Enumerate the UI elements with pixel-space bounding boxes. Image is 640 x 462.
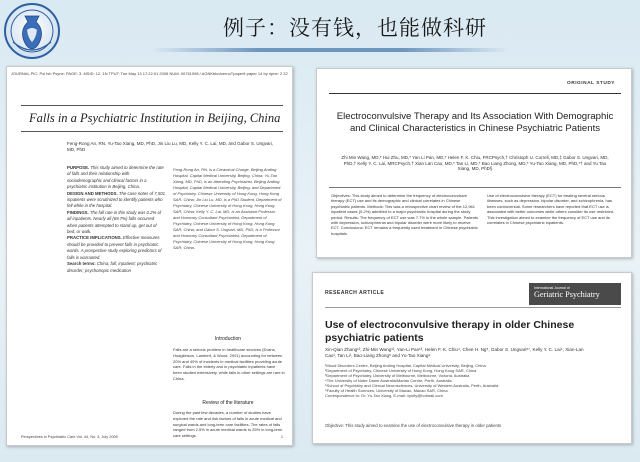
abstract-rule bbox=[329, 187, 621, 188]
slide-title: 例子：没有钱，也能做科研 bbox=[223, 16, 487, 40]
journal-name: Geriatric Psychiatry bbox=[534, 290, 600, 299]
abstract-paragraph: PRACTICE IMPLICATIONS. Effective measures should be provided to prevent falls in psychiatric wards. A prospective study exploring predictors of falls is warranted. bbox=[67, 235, 162, 260]
abstract-paragraph: FINDINGS. The fall rate in this study was 0.2% of all inpatients. Nearly all (69.7%) falls occurred when patients attempted to stand up, get out of bed, or walk. bbox=[67, 209, 162, 235]
hospital-logo-icon bbox=[3, 2, 61, 62]
title-bottom-rule bbox=[21, 131, 283, 132]
section-heading: Introduction bbox=[214, 336, 242, 342]
paper-header-text: JOURNAL PIC: Psi Ish Psyne: PAGE: 3. MSID: 12. 1N TPUT: Tue May 13 17:22:01 2008 NUM: 00761098 / AGNKbboIvernoTpaperlt paper 14 by ripne: 2 22 bbox=[11, 71, 288, 76]
author-affiliations bbox=[325, 363, 615, 398]
paper-authors: Zhi Min Wang, MD,* Hui Zhu, MD,* Yan Li Pan, MD,* Helen F. K. Chiu, FRCPsych,† Christoph U. Correll, MD,‡ Gabor S. Ungvari, MD, PhD,† Kelly Y. C. Lai, MRCPsych,† Xian Lan Cao, MD,* Tan Li, MD,* Bao Liang Zhong, MD,* Yu-Tao Xiang, MD, PhD,*† and Yu Tao Xiang, MD, PhD§ bbox=[341, 155, 609, 172]
journal-citation: Perspectives in Psychiatric Care Vol. 44, No. 3, July 2008 bbox=[21, 435, 118, 439]
paper-footer bbox=[21, 435, 283, 439]
paper-authors: Xin-Qian Zhang¹², Zhi-Min Wang¹², Yan-Li Pan¹³, Helen F. K. Chiu⁴, Chee H. Ng⁵, Gabor S. Ungvari⁶⁷, Kelly Y. C. Lai⁴, Xian-Lan Cao¹, Tan Li¹, Bao-Liang Zhong⁸ and Yu-Tao Xiang⁹ bbox=[325, 347, 584, 358]
header-rule bbox=[325, 307, 621, 308]
paper-title: Falls in a Psychiatric Institution in Beijing, China bbox=[29, 111, 281, 125]
journal-subtitle: International Journal of bbox=[534, 286, 570, 290]
page-number: 1 bbox=[280, 435, 283, 439]
paper-abstract bbox=[67, 165, 165, 274]
journal-banner bbox=[529, 283, 621, 305]
paper-ect-older-chinese bbox=[312, 272, 632, 444]
paper-introduction: Use of electroconvulsive therapy (ECT) for treating several serious illnesses, such as depression, bipolar disorder, and schizophrenia, has been controversial. Some researchers have reported that ECT use is associated with better outcomes while others consider its use restricted. This investigation aimed to examine the frequency of ECT use and its correlates in Chinese psychiatric inpatients. bbox=[487, 193, 615, 226]
article-type-label: ORIGINAL STUDY bbox=[567, 81, 615, 86]
affiliation-line: ¹Mood Disorders Centre, Beijing Anding Hospital, Capital Medical University, Beijing, China bbox=[325, 363, 486, 368]
paper-authors: Feng-Rong An, RN, Yu-Tao Xiang, MD, PhD, Jin Liu Lu, MD, Kelly Y. C. Lai, MD, and Gabor S. Ungvari, MD, PhD bbox=[67, 141, 274, 152]
abstract-paragraph: DESIGN AND METHODS. The case notes of 7,501 inpatients were scrutinized to identify patients who fell while in the hospital. bbox=[67, 190, 166, 209]
abstract-start: Objective: This study aimed to examine the use of electroconvulsive therapy in older patients bbox=[325, 423, 502, 428]
affiliation-line: ⁵School of Psychiatry and Clinical Neurosciences, University of Western Australia, Perth, Australia bbox=[325, 383, 499, 388]
paper-title: Electroconvulsive Therapy and Its Association With Demographic and Clinical Characteristics in Chinese Psychiatric Patients bbox=[336, 111, 614, 134]
author-affiliations: Feng-Rong An, RN, is a Ceramical Charge, Beijing Anding Hospital, Capital Medical University, Beijing, China; Yu-Tao Xiang, MD, PhD, is an Attending Psychiatrist, Beijing Anding Hospital, Capital Medical University, Beijing, and Department of Psychiatry, Chinese University of Hong Kong, Hong Kong SAR, China; Jin Liu Lu, MD, is a PhD Student, Department of Psychiatry, Chinese University of Hong Kong, Hong Kong SAR, China; Kelly Y. C. Lai, MD, is an Assistant Professor and Honorary Consultant Psychiatrist, Department of Psychiatry, Chinese University of Hong Kong, Hong Kong SAR, China; and Gabor S. Ungvari, MD, PhD, is a Professor and Honorary Consultant Psychiatrist, Department of Psychiatry, Chinese University of Hong Kong, Hong Kong SAR, China. bbox=[173, 167, 282, 250]
abstract-paragraph: PURPOSE. This study aimed to determine the rate of falls and their relationship with sociodemographic and clinical factors in a psychiatric institution in Beijing, China. bbox=[67, 165, 164, 190]
affiliation-line: ²Department of Psychiatry, Chinese University of Hong Kong, Hong Kong SAR, China bbox=[325, 368, 477, 373]
affiliation-line: ³Department of Psychiatry, University of Melbourne, Melbourne, Victoria, Australia bbox=[325, 373, 470, 378]
paper-abstract: Objectives: This study aimed to determine the frequency of electroconvulsive therapy (ECT) use and its demographic and clinical correlates in Chinese psychiatric patients. Methods: This was a retrospective chart review of the 12,961 inpatient cases (5.2%) admitted to a major psychiatric hospital during the study period. Results: The frequency of ECT use was 7.7% in the whole sample. Patients with depression, schizophrenia and bipolar disorder were more likely to receive ECT. Conclusions: ECT remains a frequently used treatment in Chinese psychiatric hospitals. bbox=[331, 193, 479, 236]
section-body: During the past few decades, a number of studies have explored the rate and risk factors of falls in acute medical and surgical wards and long-term care facilities. The rates of falls ranged from 2.5% in acute medical wards to 25% in long-term care settings. bbox=[173, 410, 283, 439]
paper-title: Use of electroconvulsive therapy in older Chinese psychiatric patients bbox=[325, 319, 575, 344]
abstract-paragraph: Search terms: China; fall; inpatient; psychiatric disorder; psychotropic medication bbox=[67, 261, 158, 273]
paper-ect-demographic bbox=[316, 68, 632, 258]
section-heading: Review of the literature bbox=[202, 400, 254, 406]
affiliation-line: ⁶Faculty of Health Sciences, University of Macau, Macao SAR, China bbox=[325, 388, 448, 393]
title-divider bbox=[150, 48, 510, 52]
paper-falls-beijing bbox=[6, 66, 293, 446]
header-rule bbox=[329, 93, 621, 94]
title-top-rule bbox=[21, 105, 283, 106]
correspondence-line: Correspondence to: Dr. Yu-Tao Xiang, E-mail: xyutly@hotmail.com bbox=[325, 393, 443, 398]
section-body: Falls are a serious problem in healthcare services (Evans, Hodgkinson, Lambert, & Wood, 2001) accounting for between 20% and 40% of incidents in medical facilities providing acute care. Falls in the elderly and in psychiatric inpatients have been studied extensively, while falls in other settings are rare in China. bbox=[173, 347, 285, 381]
affiliation-line: ⁴The University of Notre Dame Australia/Marian Centre, Perth, Australia bbox=[325, 378, 452, 383]
article-type-label: RESEARCH ARTICLE bbox=[325, 290, 385, 296]
